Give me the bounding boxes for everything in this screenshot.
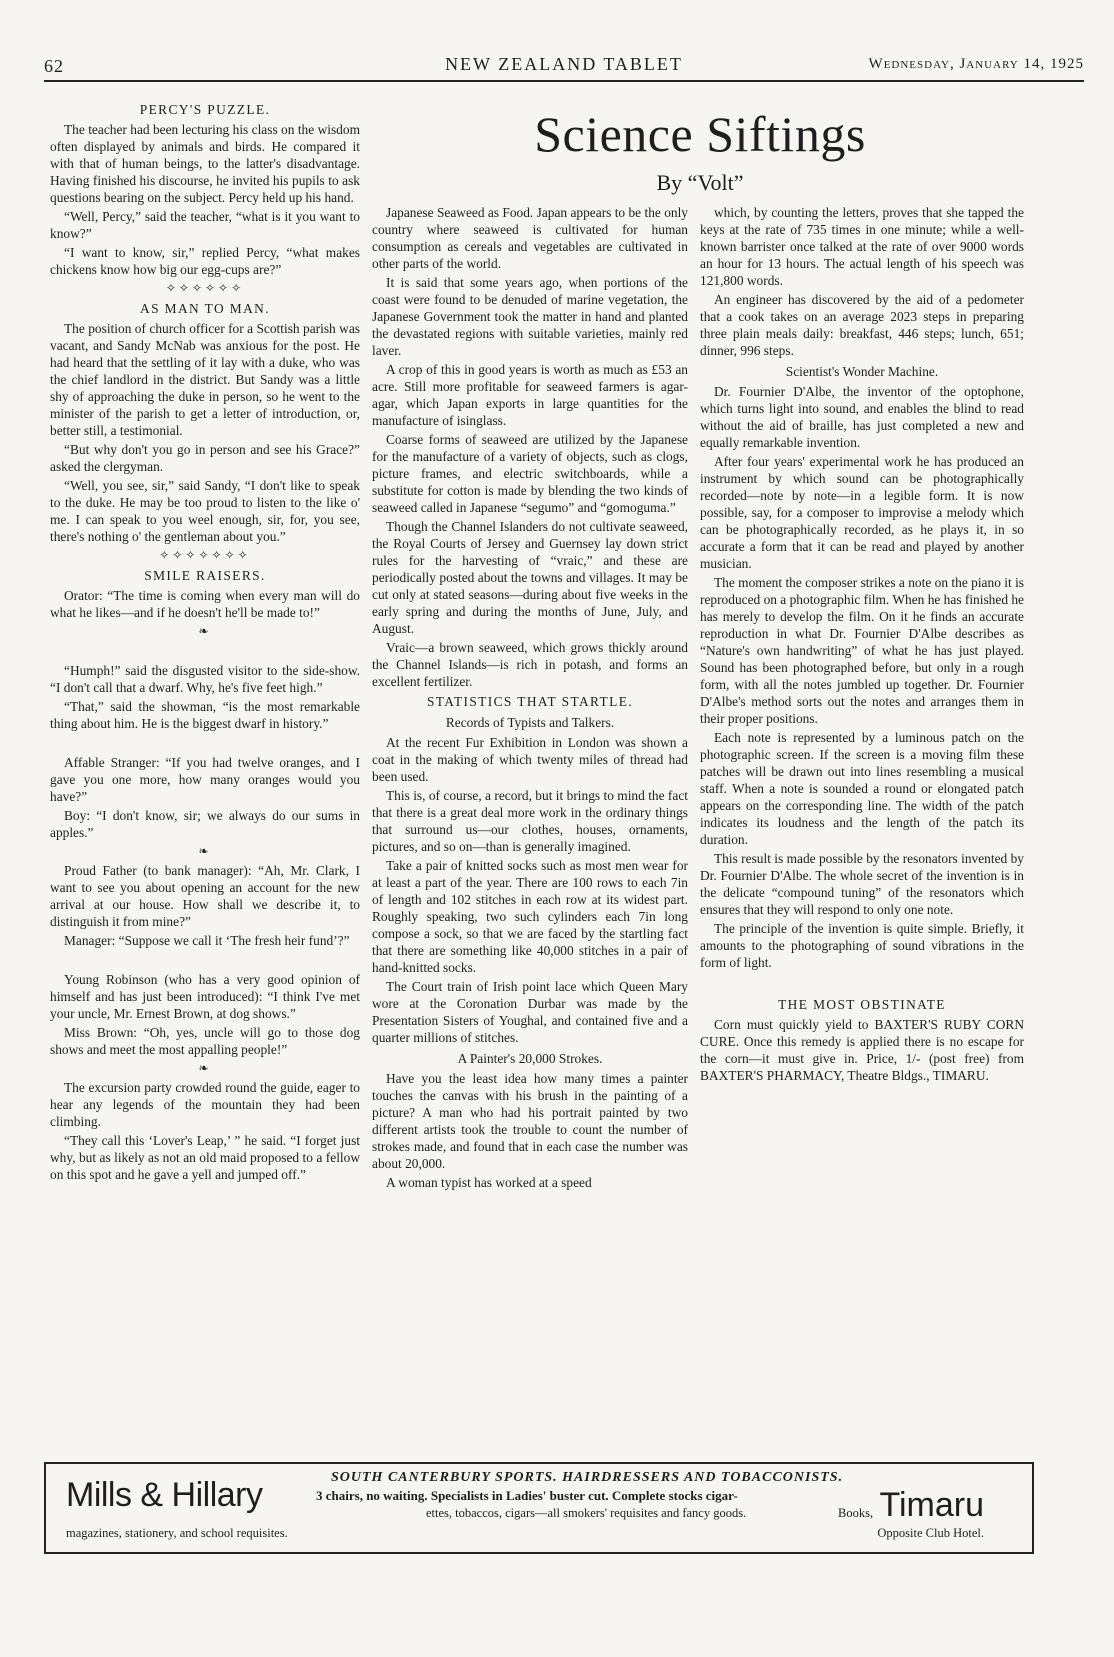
paragraph: “Humph!” said the disgusted visitor to the side-show. “I don't call that a dwarf. Why, he's five feet high.”	[50, 663, 360, 695]
wonder-subheading: Scientist's Wonder Machine.	[785, 364, 939, 379]
section-title: Science Siftings	[534, 106, 866, 162]
paragraph: Japanese Seaweed as Food. Japan appears to be the only country where seaweed is cultivated for human consumption as cereals and vegetables are cultivated in other parts of the world.	[372, 205, 688, 271]
paragraph: “They call this ‘Lover's Leap,’ ” he said. “I forget just why, but as likely as not an old maid proposed to a fellow on this spot and he gave a yell and jumped off.”	[50, 1133, 360, 1182]
painter-subheading: A Painter's 20,000 Strokes.	[457, 1051, 603, 1066]
paragraph: This is, of course, a record, but it brings to mind the fact that there is a great deal more work in the ordinary things that surround us—our clothes, houses, ornaments, pictures, and so on—than is generally imagined.	[372, 788, 688, 854]
fleuron-divider: ❧	[198, 1061, 212, 1075]
column-right	[700, 204, 1024, 1086]
paragraph: The excursion party crowded round the guide, eager to hear any legends of the mountain they had been climbing.	[50, 1080, 360, 1129]
paragraph: Vraic—a brown seaweed, which grows thickly around the Channel Islands—is rich in potash, and forms an excellent fertilizer.	[372, 640, 688, 689]
percy-heading: PERCY'S PUZZLE.	[139, 102, 271, 117]
column-middle	[372, 204, 688, 1193]
paragraph: which, by counting the letters, proves that she tapped the keys at the rate of 735 times in one minute; while a well-known barrister once talked at the rate of over 9000 words an hour for 13 hours. The actual length of his speech was 121,800 words.	[700, 205, 1024, 288]
paragraph: The teacher had been lecturing his class on the wisdom often displayed by animals and birds. He compared it with that of human beings, to the latter's disadvantage. Having finished his discourse, he invited his pupils to ask questions bearing on the subject. Percy held up his hand.	[50, 122, 360, 205]
paragraph: “I want to know, sir,” replied Percy, “what makes chickens know how big our egg-cups are?”	[50, 245, 360, 277]
advertisement-box	[44, 1462, 1034, 1554]
advert-town: Timaru	[879, 1486, 984, 1524]
paragraph: After four years' experimental work he has produced an instrument by which sound can be photographically recorded—note by note—in a legible form. It is now possible, say, for a composer to improvise a melody which can be photographically recorded, as he plays it, in so accurate a form that it can be read and played by another musician.	[700, 454, 1024, 571]
obstinate-heading: THE MOST OBSTINATE	[778, 997, 946, 1012]
advert-line: Books,	[838, 1506, 874, 1520]
paragraph: It is said that some years ago, when portions of the coast were found to be denuded of marine vegetation, the Japanese Government took the matter in hand and planted the devastated regions with suitable varieties, mainly red laver.	[372, 275, 688, 358]
ornament-divider: ✧✧✧✧✧✧	[165, 281, 245, 295]
man-heading: AS MAN TO MAN.	[140, 301, 270, 316]
paragraph: Dr. Fournier D'Albe, the inventor of the optophone, which turns light into sound, and enables the blind to read without the aid of braille, has just completed a new and equally remarkable invention.	[700, 384, 1024, 450]
paragraph: An engineer has discovered by the aid of a pedometer that a cook takes on an average 2023 steps in preparing three plain meals daily: breakfast, 446 steps; lunch, 651; dinner, 996 steps.	[700, 292, 1024, 358]
spacer	[50, 734, 360, 754]
spacer	[700, 973, 1024, 993]
advert-line: 3 chairs, no waiting. Specialists in Ladies' buster cut. Complete stocks cigar-	[316, 1488, 738, 1503]
byline: By “Volt”	[656, 170, 744, 195]
paragraph: “Well, you see, sir,” said Sandy, “I don't like to speak to the duke. He may be too proud to listen to the like o' me. I can speak to you weel enough, sir, for, you see, there's nothing o' the gentleman about you.”	[50, 478, 360, 544]
ornament-divider: ✧✧✧✧✧✧✧	[159, 548, 251, 562]
issue-date: Wednesday, January 14, 1925	[868, 56, 1084, 72]
paragraph: At the recent Fur Exhibition in London was shown a coat in the making of which twenty miles of thread had been used.	[372, 735, 688, 784]
paragraph: Proud Father (to bank manager): “Ah, Mr. Clark, I want to see you about opening an account for the new arrival at our house. How shall we describe it, to distinguish it from mine?”	[50, 863, 360, 929]
paragraph: “But why don't you go in person and see his Grace?” asked the clergyman.	[50, 442, 360, 474]
paragraph: Each note is represented by a luminous patch on the photographic screen. If the screen is a moving film these patches will be drawn out into lines resembling a musical staff. When a note is sounded a round or elongated patch appears on the corresponding line. The width of the patch indicates its loudness and the length of the patch its duration.	[700, 730, 1024, 847]
paragraph: The principle of the invention is quite simple. Briefly, it amounts to the photographing of sound vibrations in the form of light.	[700, 921, 1024, 970]
paragraph: Boy: “I don't know, sir; we always do our sums in apples.”	[50, 808, 360, 840]
spacer	[50, 951, 360, 971]
paragraph: The position of church officer for a Scottish parish was vacant, and Sandy McNab was anxious for the post. He had heard that the settling of it lay with a duke, who was the chief landlord in the district. But Sandy was a little shy of approaching the duke in person, so he went to the minister of the parish to get a letter of introduction, or, better still, a testimonial.	[50, 321, 360, 438]
page-number: 62	[44, 56, 64, 76]
paragraph: A woman typist has worked at a speed	[386, 1175, 592, 1190]
paragraph: The Court train of Irish point lace which Queen Mary wore at the Coronation Durbar was made by the Presentation Sisters of Youghal, and contained five and a quarter millions of stitches.	[372, 979, 688, 1045]
advert-line: magazines, stationery, and school requisites.	[66, 1526, 288, 1540]
paragraph: Coarse forms of seaweed are utilized by the Japanese for the manufacture of a variety of objects, such as clogs, picture frames, and electric switchboards, while a substitute for cotton is made by blending the two kinds of seaweed called in Japanese “segumo” and “gomoguma.”	[372, 432, 688, 515]
masthead	[44, 44, 1084, 82]
paragraph: Have you the least idea how many times a painter touches the canvas with his brush in the painting of a picture? A man who had his portrait painted by two different artists took the trouble to count the number of strokes made, and found that in each case the number was about 20,000.	[372, 1071, 688, 1171]
paragraph: Though the Channel Islanders do not cultivate seaweed, the Royal Courts of Jersey and Guernsey lay down strict rules for the harvesting of “vraic,” and these are periodically posted about the towns and villages. It may be cut only at stated seasons—during about five weeks in the early spring and during the months of June, July, and August.	[372, 519, 688, 636]
paragraph: The moment the composer strikes a note on the piano it is reproduced on a photographic film. When he has finished he has merely to develop the film. On it he finds an accurate reproduction in what Dr. Fournier D'Albe describes as “Nature's own handwriting” of what he has just played. Sound has been photographed before, but only in a rough form, with all the notes jumbled up together. Dr. Fournier D'Albe's method sorts out the notes and arranges them in their proper positions.	[700, 575, 1025, 726]
science-siftings-banner	[520, 106, 880, 196]
paragraph: Manager: “Suppose we call it ‘The fresh heir fund’?”	[64, 933, 350, 948]
advert-tagline: SOUTH CANTERBURY SPORTS. HAIRDRESSERS AND TOBACCONISTS.	[331, 1470, 844, 1485]
advert-line: ettes, tobaccos, cigars—all smokers' requisites and fancy goods.	[426, 1506, 747, 1520]
fleuron-divider: ❧	[198, 844, 212, 858]
paragraph: Miss Brown: “Oh, yes, uncle will go to those dog shows and meet the most appalling people!”	[50, 1025, 360, 1057]
spacer	[50, 642, 360, 662]
fleuron-divider: ❧	[198, 624, 212, 638]
paragraph: Young Robinson (who has a very good opinion of himself and has just been introduced): “I think I've met your uncle, Mr. Ernest Brown, at dog shows.”	[50, 972, 360, 1021]
paragraph: Corn must quickly yield to BAXTER'S RUBY CORN CURE. Once this remedy is applied there is no escape for the corn—it must give in. Price, 1/- (post free) from BAXTER'S PHARMACY, Theatre Bldgs., TIMARU.	[700, 1017, 1024, 1083]
advert-brand: Mills & Hillary	[66, 1476, 263, 1514]
column-left	[50, 98, 360, 1185]
paper-name: NEW ZEALAND TABLET	[445, 54, 683, 74]
paragraph: A crop of this in good years is worth as much as £53 an acre. Still more profitable for seaweed farmers is agar-agar, which Japan exports in large quantities for the manufacture of isinglass.	[372, 362, 688, 428]
statistics-subheading: Records of Typists and Talkers.	[445, 715, 615, 730]
statistics-heading: STATISTICS THAT STARTLE.	[426, 694, 634, 709]
advert-address: Opposite Club Hotel.	[877, 1526, 984, 1540]
smile-heading: SMILE RAISERS.	[144, 568, 266, 583]
paragraph: Affable Stranger: “If you had twelve oranges, and I gave you one more, how many oranges would you have?”	[50, 755, 360, 804]
paragraph: “That,” said the showman, “is the most remarkable thing about him. He is the biggest dwarf in history.”	[50, 699, 360, 731]
paragraph: This result is made possible by the resonators invented by Dr. Fournier D'Albe. The whole secret of the invention is in the delicate “compound tuning” of the resonators which ensures that they will respond to only one note.	[700, 851, 1024, 917]
paragraph: Take a pair of knitted socks such as most men wear for at least a part of the year. There are 100 rows to each 7in of length and 102 stitches in each row at its widest part. Roughly speaking, two such cylinders each 7in long compose a sock, so that we are faced by the startling fact that there are something like 40,000 stitches in a pair of hand-knitted socks.	[372, 858, 688, 975]
paragraph: “Well, Percy,” said the teacher, “what is it you want to know?”	[50, 209, 360, 241]
paragraph: Orator: “The time is coming when every man will do what he likes—and if he doesn't he'll be made to!”	[50, 588, 360, 620]
